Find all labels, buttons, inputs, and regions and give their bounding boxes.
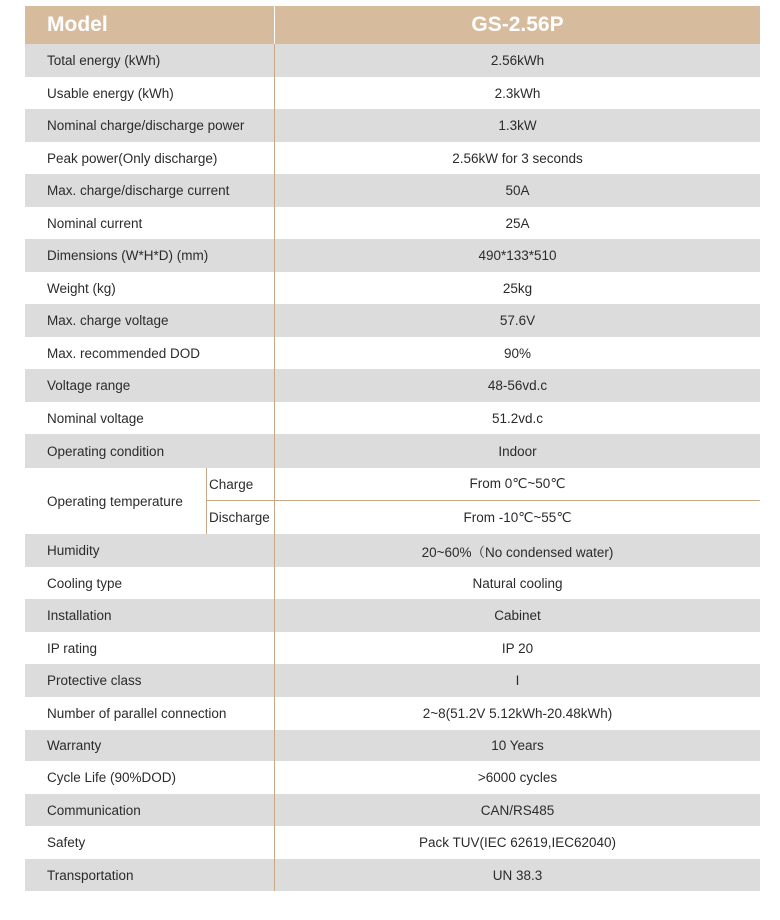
spec-label: Max. charge/discharge current: [25, 174, 275, 207]
table-row: [25, 567, 760, 599]
spec-label: Max. charge voltage: [25, 304, 275, 337]
table-row: [25, 369, 760, 402]
spec-label: Humidity: [25, 534, 275, 567]
table-row: [25, 77, 760, 109]
spec-label: Nominal voltage: [25, 402, 275, 434]
spec-value: 48-56vd.c: [487, 378, 548, 393]
spec-label: Total energy (kWh): [25, 44, 275, 77]
model-heading: Model: [25, 6, 275, 44]
spec-value: Indoor: [498, 443, 537, 459]
table-row: [25, 599, 760, 632]
spec-label: Weight (kg): [25, 272, 275, 304]
charge-temperature-value: From 0℃~50℃: [275, 468, 760, 501]
spec-value: 51.2vd.c: [491, 410, 544, 426]
table-row: [25, 632, 760, 664]
spec-value: 25kg: [502, 280, 533, 296]
table-row: [25, 697, 760, 730]
table-row: [25, 434, 760, 468]
operating-temperature-row: [25, 468, 760, 534]
spec-label: Nominal charge/discharge power: [25, 109, 275, 142]
operating-temperature-values: [275, 468, 760, 534]
discharge-temperature-value: From -10℃~55℃: [463, 509, 572, 525]
spec-value: IP 20: [501, 640, 534, 656]
table-row: [25, 794, 760, 826]
spec-label: Dimensions (W*H*D) (mm): [25, 239, 275, 272]
spec-label: Number of parallel connection: [25, 697, 275, 730]
spec-value: CAN/RS485: [480, 802, 555, 818]
spec-label: Safety: [25, 826, 275, 859]
spec-label: Communication: [25, 794, 275, 826]
table-row: [25, 304, 760, 337]
operating-temperature-sublabels: [207, 468, 275, 534]
spec-value: 90%: [503, 345, 532, 361]
spec-value: 490*133*510: [478, 248, 557, 263]
spec-label: Usable energy (kWh): [25, 77, 275, 109]
spec-value: UN 38.3: [492, 867, 543, 883]
table-row: [25, 207, 760, 239]
table-row: [25, 44, 760, 77]
model-value: GS-2.56P: [471, 13, 564, 36]
spec-label: Voltage range: [25, 369, 275, 402]
spec-value: Cabinet: [494, 608, 541, 623]
spec-label: Nominal current: [25, 207, 275, 239]
spec-value: 2.56kW for 3 seconds: [452, 150, 583, 166]
spec-rows-bottom: [25, 534, 760, 891]
spec-label: Installation: [25, 599, 275, 632]
spec-value: 2.3kWh: [494, 85, 541, 101]
table-row: [25, 337, 760, 369]
table-row: [25, 534, 760, 567]
spec-label: Peak power(Only discharge): [25, 142, 275, 174]
table-row: [25, 730, 760, 761]
spec-value: I: [515, 673, 520, 688]
table-row: [25, 402, 760, 434]
spec-label: IP rating: [25, 632, 275, 664]
spec-label: Transportation: [25, 859, 275, 891]
spec-label: Cooling type: [25, 567, 275, 599]
spec-value: 20~60%（No condensed water): [421, 544, 614, 560]
table-row: [25, 142, 760, 174]
spec-label: Warranty: [25, 730, 275, 761]
table-row: [25, 859, 760, 891]
table-header: [25, 6, 760, 44]
operating-temperature-label: Operating temperature: [25, 468, 207, 534]
spec-label: Max. recommended DOD: [25, 337, 275, 369]
charge-sublabel: Charge: [207, 468, 274, 501]
table-row: [25, 239, 760, 272]
spec-rows-top: [25, 44, 760, 468]
spec-table: [25, 6, 760, 891]
spec-value: >6000 cycles: [477, 770, 558, 785]
table-row: [25, 761, 760, 794]
spec-value: 25A: [505, 215, 530, 231]
discharge-sublabel: Discharge: [209, 510, 270, 525]
spec-value: 50A: [505, 183, 530, 198]
spec-value: Pack TUV(IEC 62619,IEC62040): [418, 835, 617, 850]
table-row: [25, 272, 760, 304]
table-row: [25, 174, 760, 207]
spec-value: 2.56kWh: [490, 53, 545, 68]
spec-value: Natural cooling: [472, 575, 563, 591]
spec-value: 10 Years: [491, 738, 544, 753]
table-row: [25, 826, 760, 859]
spec-label: Operating condition: [25, 434, 275, 468]
spec-label: Cycle Life (90%DOD): [25, 761, 275, 794]
spec-label: Protective class: [25, 664, 275, 697]
spec-value: 1.3kW: [498, 118, 537, 133]
table-row: [25, 109, 760, 142]
table-row: [25, 664, 760, 697]
spec-value: 2~8(51.2V 5.12kWh-20.48kWh): [422, 706, 613, 721]
spec-value: 57.6V: [499, 313, 536, 328]
